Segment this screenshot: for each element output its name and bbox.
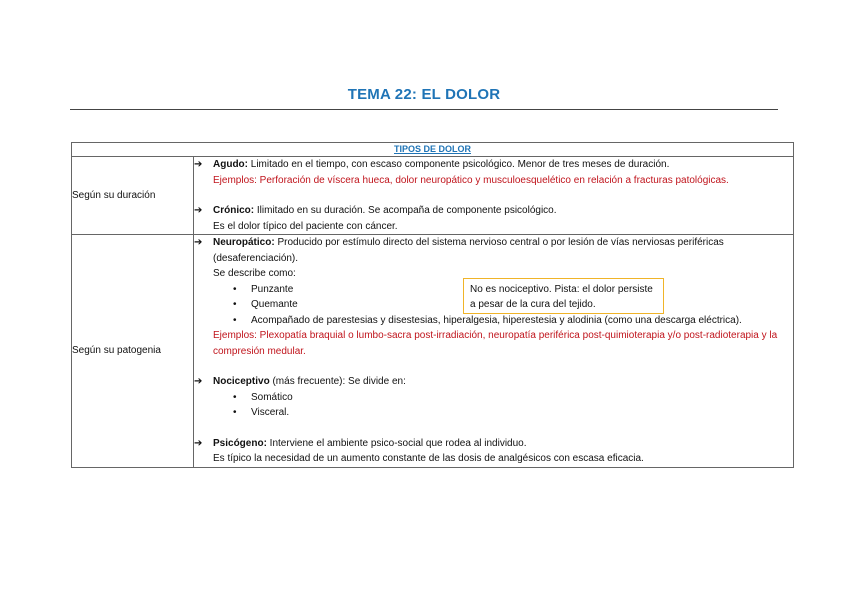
hint-note-box: No es nociceptivo. Pista: el dolor persiste a pesar de la cura del tejido. [463, 278, 664, 314]
row-label-patogenia: Según su patogenia [72, 235, 194, 468]
extra-psicogeno: Es típico la necesidad de un aumento constante de las dosis de analgésicos con escasa eficacia. [213, 453, 644, 464]
list-item-nociceptivo [194, 374, 793, 421]
arrow-right-icon: ➔ [194, 159, 203, 170]
table-header: TIPOS DE DOLOR [72, 143, 794, 157]
bullet-item: • Punzante [233, 282, 793, 298]
row-content-patogenia [194, 235, 794, 468]
page-title: TEMA 22: EL DOLOR [347, 86, 501, 103]
row-content-duracion [194, 157, 794, 235]
desc-neuropatico: Producido por estímulo directo del sistema nervioso central o por lesión de vías nerviosas periféricas (desaferenciación). [213, 237, 724, 264]
examples-neuropatico: Ejemplos: Plexopatía braquial o lumbo-sacra post-irradiación, neuropatía periférica post-quimioterapia y/o post-radioterapia y la compresión medular. [213, 330, 778, 357]
bullet-item: • Somático [233, 390, 793, 406]
term-agudo: Agudo: [213, 159, 248, 170]
arrow-right-icon: ➔ [194, 205, 203, 216]
term-nociceptivo: Nociceptivo [213, 376, 270, 387]
describe-label: Se describe como: [213, 268, 296, 279]
bullet-item: • Visceral. [233, 405, 793, 421]
bullet-item: • Acompañado de parestesias y disestesias, hiperalgesia, hiperestesia y alodinia (como una descarga eléctrica). [233, 313, 793, 329]
extra-cronico: Es el dolor típico del paciente con cáncer. [213, 220, 398, 232]
desc-psicogeno: Interviene el ambiente psico-social que rodea al individuo. [266, 437, 527, 449]
list-item-agudo [194, 157, 793, 188]
table-row [72, 235, 794, 468]
term-cronico: Crónico: [213, 205, 255, 216]
desc-cronico: Ilimitado en su duración. Se acompaña de componente psicológico. [254, 205, 557, 216]
arrow-right-icon: ➔ [194, 437, 203, 449]
list-item-psicogeno [194, 436, 793, 467]
arrow-right-icon: ➔ [194, 376, 203, 387]
list-item-cronico [194, 203, 793, 234]
desc-nociceptivo: (más frecuente): Se divide en: [269, 376, 406, 387]
bullet-item: • Quemante [233, 297, 793, 313]
term-neuropatico: Neuropático: [213, 237, 275, 248]
table-row [72, 157, 794, 235]
nociceptivo-bullets [213, 390, 793, 421]
title-divider [70, 109, 778, 110]
row-label-duracion: Según su duración [72, 157, 194, 235]
examples-agudo: Ejemplos: Perforación de víscera hueca, dolor neuropático y musculoesquelético en relación a fracturas patológicas. [213, 174, 729, 186]
arrow-right-icon: ➔ [194, 237, 203, 248]
term-psicogeno: Psicógeno: [213, 437, 267, 449]
pain-types-table [71, 142, 794, 468]
desc-agudo: Limitado en el tiempo, con escaso componente psicológico. Menor de tres meses de duración. [248, 159, 670, 170]
table-header-row [72, 143, 794, 157]
